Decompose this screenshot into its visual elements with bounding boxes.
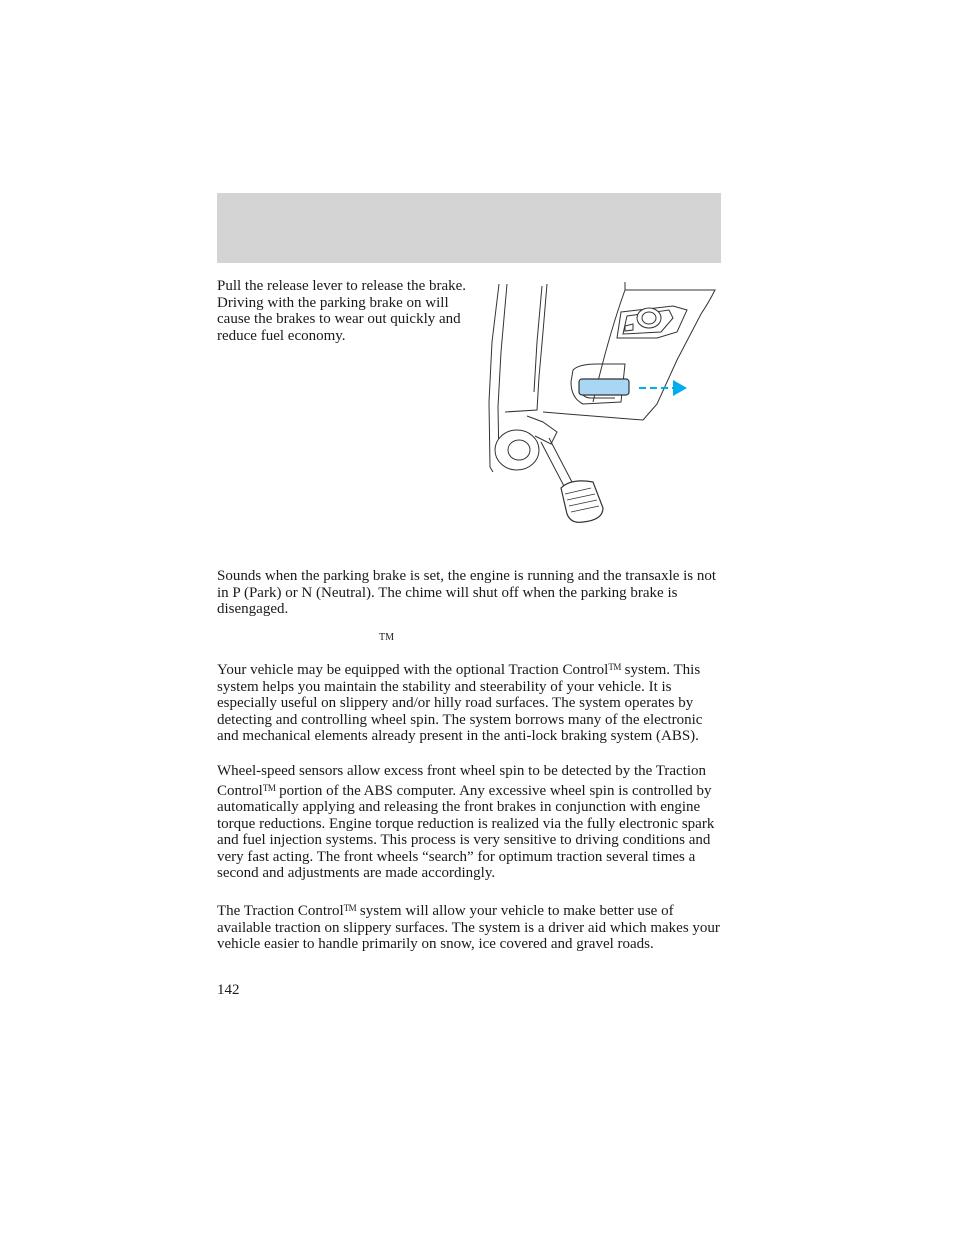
traction-control-heading-tm: TM	[379, 632, 394, 643]
switch-knob-icon	[625, 308, 661, 331]
traction-paragraph-3	[217, 900, 723, 953]
traction-p3-rest: system will allow your vehicle to make better use of available traction on slippery surfaces. The system is a driver aid which makes your vehicle easier to handle primarily on snow, ice covered and gravel roads.	[217, 903, 720, 952]
trademark-mark: TM	[343, 903, 357, 913]
page-number: 142	[217, 982, 240, 998]
traction-paragraph-1	[217, 659, 723, 745]
trademark-mark: TM	[608, 662, 621, 672]
parking-brake-release-lever-illustration	[487, 282, 721, 526]
pedal-arm-left	[541, 442, 565, 488]
dash-panel-inner	[534, 286, 542, 392]
dash-lower-edge	[543, 412, 643, 420]
traction-p2-start: Wheel-speed sensors allow excess front wheel spin to be detected by the Traction Control	[217, 763, 707, 799]
traction-p3-start: The Traction Control	[217, 903, 344, 919]
chime-description: Sounds when the parking brake is set, the engine is running and the transaxle is not in P (Park) or N (Neutral). The chime will shut off when the parking brake is disengaged.	[217, 568, 717, 617]
traction-p1-rest: system. This system helps you maintain the stability and steerability of your vehicle. It is especially useful on slippery and/or hilly road surfaces. The system operates by detecting and controlling wheel spin. The system borrows many of the electronic and mechanical elements already present in the anti-lock braking system (ABS).	[217, 662, 703, 744]
pedal-arm-right	[549, 438, 573, 484]
section-header-band	[217, 193, 721, 263]
brake-pedal-pad	[561, 481, 603, 522]
traction-p1-start: Your vehicle may be equipped with the optional Traction Control	[217, 662, 609, 678]
pedal-pivot-icon	[495, 430, 539, 470]
traction-paragraph-2	[217, 763, 723, 882]
release-lever-handle	[579, 379, 629, 395]
release-instructions: Pull the release lever to release the brake. Driving with the parking brake on will cause the brakes to wear out quickly and reduce fuel economy.	[217, 278, 467, 344]
trademark-mark: TM	[262, 782, 276, 793]
pull-direction-arrow-icon	[639, 380, 687, 396]
traction-p2-rest: portion of the ABS computer. Any excessive wheel spin is controlled by automatically applying and releasing the front brakes in conjunction with engine torque reductions. Engine torque reduction is realized via the fully electronic spark and fuel injection systems. This process is very sensitive to driving conditions and very fast acting. The front wheels “search” for optimum traction several times a second and adjustments are made accordingly.	[217, 782, 715, 881]
dash-trim	[625, 282, 715, 420]
